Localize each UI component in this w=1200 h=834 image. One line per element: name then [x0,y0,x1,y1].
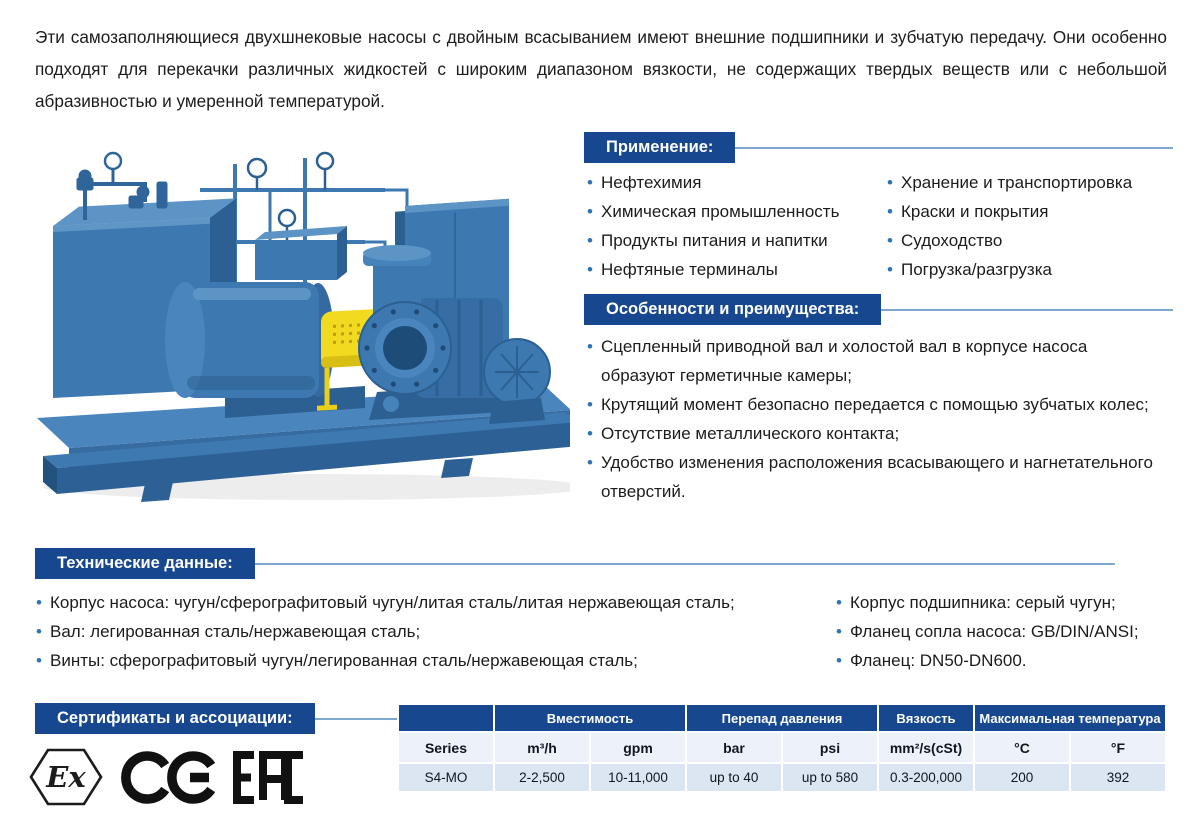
atex-ex-logo [28,747,104,807]
list-item: • Фланец: DN50-DN600. [835,646,1180,675]
list-item: • Корпус подшипника: серый чугун; [835,588,1180,617]
list-item: • Удобство изменения расположения всасывающего и нагнетательного отверстий. [586,448,1161,506]
cell-series: S4-MO [398,763,494,792]
section-title: Применение: [584,132,735,163]
table-corner-cell [398,704,494,732]
section-title: Особенности и преимущества: [584,294,881,325]
column-header: °C [974,732,1070,763]
list-item: • Нефтяные терминалы [586,255,878,284]
pump-illustration [25,150,570,502]
cell-viscosity: 0.3-200,000 [878,763,974,792]
list-item: • Химическая промышленность [586,197,878,226]
cell-capacity-m3h: 2-2,500 [494,763,590,792]
section-rule [315,718,397,720]
application-list-col2 [886,168,1176,284]
list-item: • Судоходство [886,226,1176,255]
features-list [586,332,1161,506]
ce-logo [121,749,215,806]
cell-capacity-gpm: 10-11,000 [590,763,686,792]
table-units-row [398,732,1166,763]
application-list-col1 [586,168,878,284]
list-item: • Погрузка/разгрузка [886,255,1176,284]
list-item: • Нефтехимия [586,168,878,197]
group-header-max-temperature: Максимальная температура [974,704,1166,732]
pressure-gauge-icon [317,153,333,169]
column-header: mm²/s(cSt) [878,732,974,763]
cell-temp-c: 200 [974,763,1070,792]
column-header: m³/h [494,732,590,763]
certificates-section-header [35,703,397,734]
list-item: • Краски и покрытия [886,197,1176,226]
features-section-header [584,294,1173,325]
list-item: • Крутящий момент безопасно передается с помощью зубчатых колес; [586,390,1161,419]
table-row [398,763,1166,792]
list-item: • Сцепленный приводной вал и холостой вал в корпусе насоса образуют герметичные камеры; [586,332,1161,390]
spec-table [397,703,1167,793]
pressure-gauge-icon [279,210,295,226]
cell-temp-f: 392 [1070,763,1166,792]
cell-pressure-bar: up to 40 [686,763,782,792]
cell-pressure-psi: up to 580 [782,763,878,792]
list-item: • Отсутствие металлического контакта; [586,419,1161,448]
section-rule [881,309,1173,311]
section-title: Технические данные: [35,548,255,579]
list-item: • Продукты питания и напитки [586,226,878,255]
column-header: psi [782,732,878,763]
eac-logo [232,750,306,805]
list-item: • Винты: сферографитовый чугун/легированная сталь/нержавеющая сталь; [35,646,823,675]
application-section-header [584,132,1173,163]
column-header: °F [1070,732,1166,763]
ex-label: Ex [46,760,86,794]
column-header: gpm [590,732,686,763]
technical-section-header [35,548,1115,579]
column-header: Series [398,732,494,763]
section-title: Сертификаты и ассоциации: [35,703,315,734]
intro-paragraph: Эти самозаполняющиеся двухшнековые насосы с двойным всасыванием имеют внешние подшипники и зубчатую передачу. Они особенно подходят для перекачки различных жидкостей с широким диапазоном вязкости, не содержащих твердых веществ или с небольшой абразивностью и умеренной температурой. [35,27,1167,111]
list-item: • Корпус насоса: чугун/сферографитовый чугун/литая сталь/литая нержавеющая сталь; [35,588,823,617]
group-header-viscosity: Вязкость [878,704,974,732]
technical-list-col1 [35,588,823,675]
certification-logos [28,747,306,807]
group-header-capacity: Вместимость [494,704,686,732]
list-item: • Вал: легированная сталь/нержавеющая сталь; [35,617,823,646]
table-group-row [398,704,1166,732]
list-item: • Фланец сопла насоса: GB/DIN/ANSI; [835,617,1180,646]
pressure-gauge-icon [248,159,266,177]
group-header-differential-pressure: Перепад давления [686,704,878,732]
technical-list-col2 [835,588,1180,675]
list-item: • Хранение и транспортировка [886,168,1176,197]
column-header: bar [686,732,782,763]
section-rule [255,563,1115,565]
pressure-gauge-icon [105,153,121,169]
section-rule [735,147,1173,149]
